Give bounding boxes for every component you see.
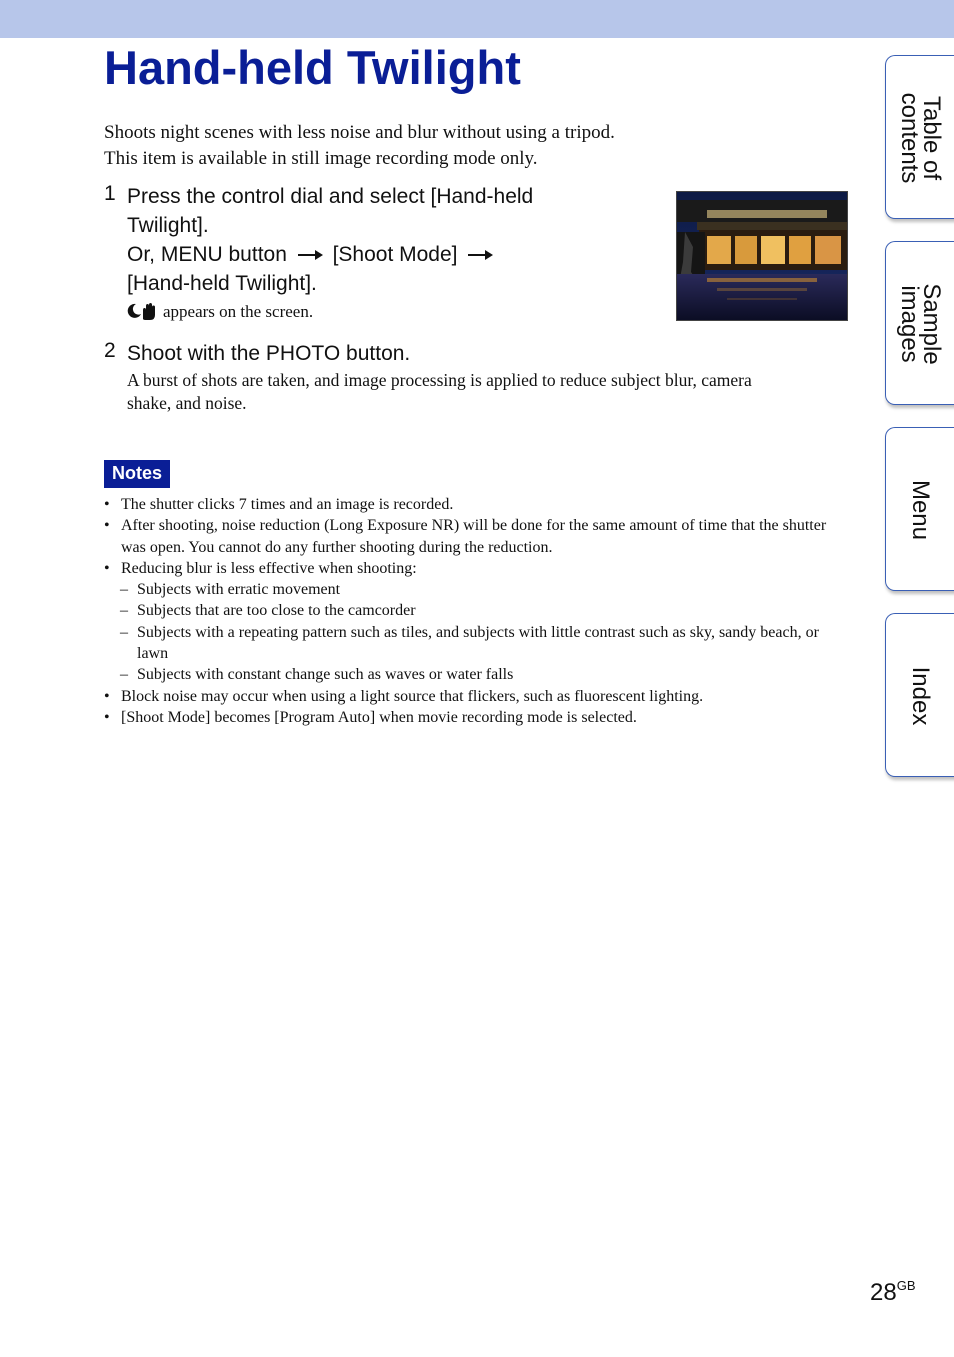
step-2-description	[127, 369, 847, 415]
intro-line: This item is available in still image recording mode only.	[104, 148, 538, 169]
step-1-text	[127, 182, 533, 298]
note-item: • The shutter clicks 7 times and an image is recorded.	[104, 494, 844, 515]
page-number-value: 28	[870, 1279, 897, 1306]
step-line: Twilight].	[127, 214, 209, 237]
page-number	[870, 1278, 916, 1307]
intro-text	[104, 120, 724, 172]
step-line: [Hand-held Twilight].	[127, 272, 317, 295]
tab-index[interactable]	[885, 613, 954, 777]
intro-line: Shoots night scenes with less noise and blur without using a tripod.	[104, 122, 615, 143]
tab-label: Menu	[907, 479, 935, 541]
page-title: Hand-held Twilight	[104, 41, 521, 94]
page-number-suffix: GB	[896, 1278, 916, 1293]
note-item: • [Shoot Mode] becomes [Program Auto] when movie recording mode is selected.	[104, 707, 844, 728]
arrow-right-icon	[467, 249, 493, 261]
tab-label: Sample images	[896, 283, 946, 365]
tab-sample-images[interactable]	[885, 241, 954, 405]
note-item: • Block noise may occur when using a light source that flickers, such as fluorescent lighting.	[104, 686, 844, 707]
tab-table-of-contents[interactable]	[885, 55, 954, 219]
tab-label: Index	[907, 666, 935, 726]
arrow-right-icon	[297, 249, 323, 261]
notes-label: Notes	[104, 460, 170, 488]
tab-label: Table of contents	[896, 92, 946, 184]
note-item: • Reducing blur is less effective when shooting:	[104, 558, 844, 579]
step-2-number: 2	[104, 339, 116, 362]
menu-button-text: Or, MENU button	[127, 243, 287, 266]
notes-list	[104, 494, 844, 728]
step-2-heading: Shoot with the PHOTO button.	[127, 342, 411, 365]
top-banner	[0, 0, 954, 38]
note-subitem: – Subjects with a repeating pattern such as tiles, and subjects with little contrast such as sky, sandy beach, or lawn	[104, 622, 844, 665]
step-line	[127, 240, 533, 269]
step-1-note	[127, 300, 313, 323]
note-subitem: – Subjects with constant change such as waves or water falls	[104, 664, 844, 685]
step-1-number: 1	[104, 182, 116, 205]
note-subitem: – Subjects with erratic movement	[104, 579, 844, 600]
hand-held-twilight-icon	[127, 301, 159, 321]
note-text: appears on the screen.	[163, 302, 314, 321]
note-subitem: – Subjects that are too close to the camcorder	[104, 600, 844, 621]
description-line: A burst of shots are taken, and image processing is applied to reduce subject blur, camera	[127, 370, 752, 390]
night-scene-photo	[676, 191, 848, 321]
shoot-mode-text: [Shoot Mode]	[332, 243, 458, 266]
description-line: shake, and noise.	[127, 393, 247, 413]
note-item: • After shooting, noise reduction (Long Exposure NR) will be done for the same amount of time that the shutter was open. You cannot do any further shooting during the reduction.	[104, 515, 844, 558]
tab-menu[interactable]	[885, 427, 954, 591]
step-line: Press the control dial and select [Hand-held	[127, 185, 534, 208]
